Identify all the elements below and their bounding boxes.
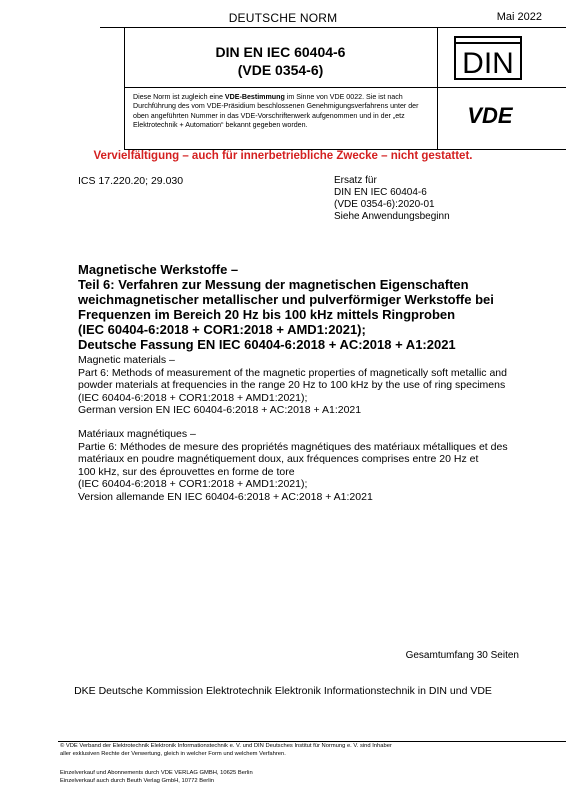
title-german	[78, 262, 548, 352]
title-french-line: (IEC 60404-6:2018 + COR1:2018 + AMD1:2021);	[78, 478, 308, 491]
header-rule	[100, 27, 566, 28]
title-french	[78, 428, 548, 504]
vde-notice	[133, 93, 431, 130]
title-french-line: Partie 6: Méthodes de mesure des propriétés magnétiques des matériaux métalliques et des	[78, 440, 508, 453]
sales-info	[60, 769, 253, 785]
title-german-line: weichmagnetischer metallischer und pulverförmiger Werkstoffe bei	[78, 292, 494, 307]
din-logo-text: DIN	[462, 47, 514, 80]
replacement-line: Siehe Anwendungsbeginn	[334, 211, 450, 222]
title-english	[78, 354, 548, 417]
vde-logo	[450, 104, 530, 126]
replacement-line: DIN EN IEC 60404-6	[334, 187, 427, 198]
title-german-line: Teil 6: Verfahren zur Messung der magnetischen Eigenschaften	[78, 277, 469, 292]
title-german-line: Frequenzen im Bereich 20 Hz bis 100 kHz mittels Ringproben	[78, 307, 456, 322]
title-english-line: Magnetic materials –	[78, 354, 175, 366]
din-logo-graphic	[454, 36, 522, 80]
copyright-line: © VDE Verband der Elektrotechnik Elektronik Informationstechnik e. V. und DIN Deutsches Institut für Normung e. V. sind Inhaber	[60, 743, 392, 749]
title-english-line: (IEC 60404-6:2018 + COR1:2018 + AMD1:2021);	[78, 391, 308, 404]
dke-footer: DKE Deutsche Kommission Elektrotechnik Elektronik Informationstechnik in DIN und VDE	[74, 685, 492, 697]
title-english-line: Part 6: Methods of measurement of the magnetic properties of magnetically soft metallic and	[78, 366, 507, 379]
replacement-line: Ersatz für	[334, 175, 377, 186]
title-french-line: Version allemande EN IEC 60404-6:2018 + AC:2018 + A1:2021	[78, 490, 373, 503]
copyright-line: aller exklusiven Rechte der Verwertung, gleich in welcher Form und welchem Verfahren.	[60, 750, 286, 757]
publication-date: Mai 2022	[496, 11, 542, 23]
ics-code: ICS 17.220.20; 29.030	[78, 175, 184, 187]
vde-logo-text: VDE	[467, 104, 513, 126]
title-french-line: matériaux en poudre magnétiquement doux, aux fréquences comprises entre 20 Hz et	[78, 453, 479, 466]
replacement-info	[334, 175, 450, 223]
standard-number-block	[124, 43, 437, 79]
sales-line: Einzelverkauf und Abonnements durch VDE VERLAG GMBH, 10625 Berlin	[60, 770, 253, 776]
title-english-line: powder materials at frequencies in the range 20 Hz to 100 kHz by the use of ring specimens	[78, 379, 506, 392]
copyright-notice	[60, 743, 560, 758]
vde-notice-bold: VDE-Bestimmung	[224, 93, 285, 101]
title-german-line: Deutsche Fassung EN IEC 60404-6:2018 + AC:2018 + A1:2021	[78, 337, 456, 352]
page-count: Gesamtumfang 30 Seiten	[405, 650, 519, 661]
vde-number: (VDE 0354-6)	[237, 62, 324, 78]
document-type-header: DEUTSCHE NORM	[228, 11, 338, 25]
title-french-line: 100 kHz, sur des éprouvettes en forme de tore	[78, 465, 295, 478]
vde-notice-suffix: im Sinne von VDE 0022. Sie ist nach Durchführung des vom VDE-Präsidium beschlossenen Genehmigungsverfahrens unter der oben angeführten Nummer in das VDE-Vorschriftenwerk aufgenommen und in der „etz Elektrotechnik + Automation“ bekannt gegeben worden.	[133, 93, 419, 129]
box-divider	[437, 27, 438, 149]
replacement-line: (VDE 0354-6):2020-01	[334, 199, 435, 210]
title-english-line: German version EN IEC 60404-6:2018 + AC:2018 + A1:2021	[78, 404, 362, 417]
title-french-line: Matériaux magnétiques –	[78, 428, 196, 440]
box-middle-rule	[124, 87, 566, 88]
din-logo	[454, 36, 522, 80]
footer-rule	[58, 741, 566, 742]
vde-logo-graphic	[450, 104, 530, 126]
title-german-line: (IEC 60404-6:2018 + COR1:2018 + AMD1:2021);	[78, 322, 366, 337]
standard-number: DIN EN IEC 60404-6	[215, 44, 346, 60]
vde-notice-prefix: Diese Norm ist zugleich eine	[133, 93, 225, 101]
reproduction-warning: Vervielfältigung – auch für innerbetriebliche Zwecke – nicht gestattet.	[93, 150, 473, 162]
title-german-line: Magnetische Werkstoffe –	[78, 262, 239, 277]
sales-line: Einzelverkauf auch durch Beuth Verlag GmbH, 10772 Berlin	[60, 778, 215, 784]
